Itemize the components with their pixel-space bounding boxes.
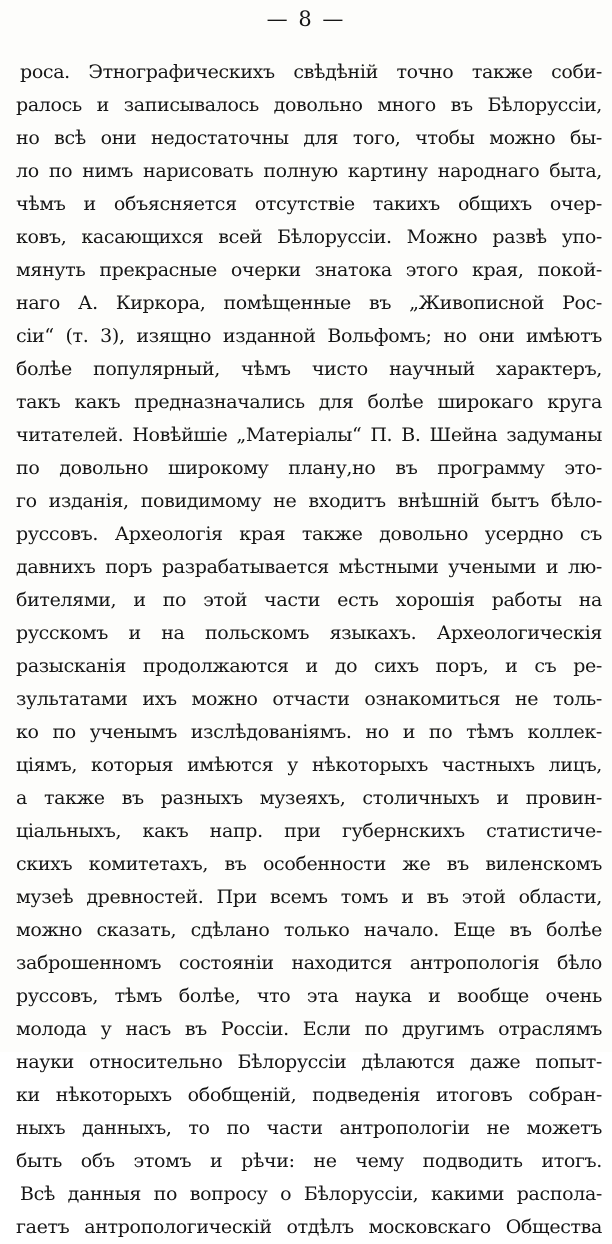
text-line: болѣе популярный, чѣмъ чисто научный характеръ,	[16, 358, 602, 380]
text-line: руссовъ, тѣмъ болѣе, что эта наука и вообще очень	[16, 985, 602, 1007]
text-line: читателей. Новѣйшiе „Матерiалы“ П. В. Шейна задуманы	[16, 424, 602, 446]
text-line: по довольно широкому плану,но въ программу это-	[16, 457, 602, 479]
text-line: бителями, и по этой части есть хорошiя работы на	[16, 589, 602, 611]
text-line: зультатами ихъ можно отчасти ознакомиться не толь-	[16, 688, 602, 710]
text-line: давнихъ поръ разрабатывается мѣстными учеными и лю-	[16, 556, 602, 578]
text-line: ковъ, касающихся всей Бѣлоруссiи. Можно развѣ упо-	[16, 226, 602, 248]
text-line: ки нѣкоторыхъ обобщенiй, подведенiя итоговъ собран-	[16, 1084, 602, 1106]
text-line: чѣмъ и объясняется отсутствiе такихъ общихъ очер-	[16, 193, 602, 215]
text-line: сiи“ (т. 3), изящно изданной Вольфомъ; но они имѣютъ	[16, 325, 602, 347]
text-line: мянуть прекрасные очерки знатока этого края, покой-	[16, 259, 602, 281]
text-line: музеѣ древностей. При всемъ томъ и въ этой области,	[16, 886, 602, 908]
text-line: разысканiя продолжаются и до сихъ поръ, и съ ре-	[16, 655, 602, 677]
text-line: такъ какъ предназначались для болѣе широкаго круга	[16, 391, 602, 413]
text-line: руссовъ. Археологiя края также довольно усердно съ	[16, 523, 602, 545]
text-line: роса. Этнографическихъ свѣдѣнiй точно также соби-	[20, 61, 602, 83]
text-line: можно сказать, сдѣлано только начало. Еще въ болѣе	[16, 919, 602, 941]
page-number: — 8 —	[266, 7, 346, 31]
text-line: цiальныхъ, какъ напр. при губернскихъ статистиче-	[16, 820, 602, 842]
text-line: Всѣ данныя по вопросу о Бѣлоруссiи, какими распола-	[20, 1183, 602, 1205]
text-line: заброшенномъ состоянiи находится антропологiя бѣло	[16, 952, 602, 974]
text-line: молода у насъ въ Россiи. Если по другимъ отраслямъ	[16, 1018, 602, 1040]
text-line: быть объ этомъ и рѣчи: не чему подводить итогъ.	[16, 1150, 602, 1172]
text-line: гаетъ антропологическiй отдѣлъ московскаго Общества	[16, 1216, 602, 1238]
text-line: а также въ разныхъ музеяхъ, столичныхъ и провин-	[16, 787, 602, 809]
text-line: наго А. Киркора, помѣщенные въ „Живописной Рос-	[16, 292, 602, 314]
text-line: ралось и записывалось довольно много въ Бѣлоруссiи,	[16, 94, 602, 116]
text-line: ло по нимъ нарисовать полную картину народнаго быта,	[16, 160, 602, 182]
text-line: ко по ученымъ изслѣдованiямъ. но и по тѣмъ коллек-	[16, 721, 602, 743]
text-line: науки относительно Бѣлоруссiи дѣлаются даже попыт-	[16, 1051, 602, 1073]
text-line: ныхъ данныхъ, то по части антропологiи не можетъ	[16, 1117, 602, 1139]
text-line: русскомъ и на польскомъ языкахъ. Археологическiя	[16, 622, 602, 644]
text-line: но всѣ они недостаточны для того, чтобы можно бы-	[16, 127, 602, 149]
text-line: цiямъ, которыя имѣются у нѣкоторыхъ частныхъ лицъ,	[16, 754, 602, 776]
text-body	[16, 56, 602, 1244]
text-line: го изданiя, повидимому не входитъ внѣшнiй бытъ бѣло-	[16, 490, 602, 512]
text-line: скихъ комитетахъ, въ особенности же въ виленскомъ	[16, 853, 602, 875]
